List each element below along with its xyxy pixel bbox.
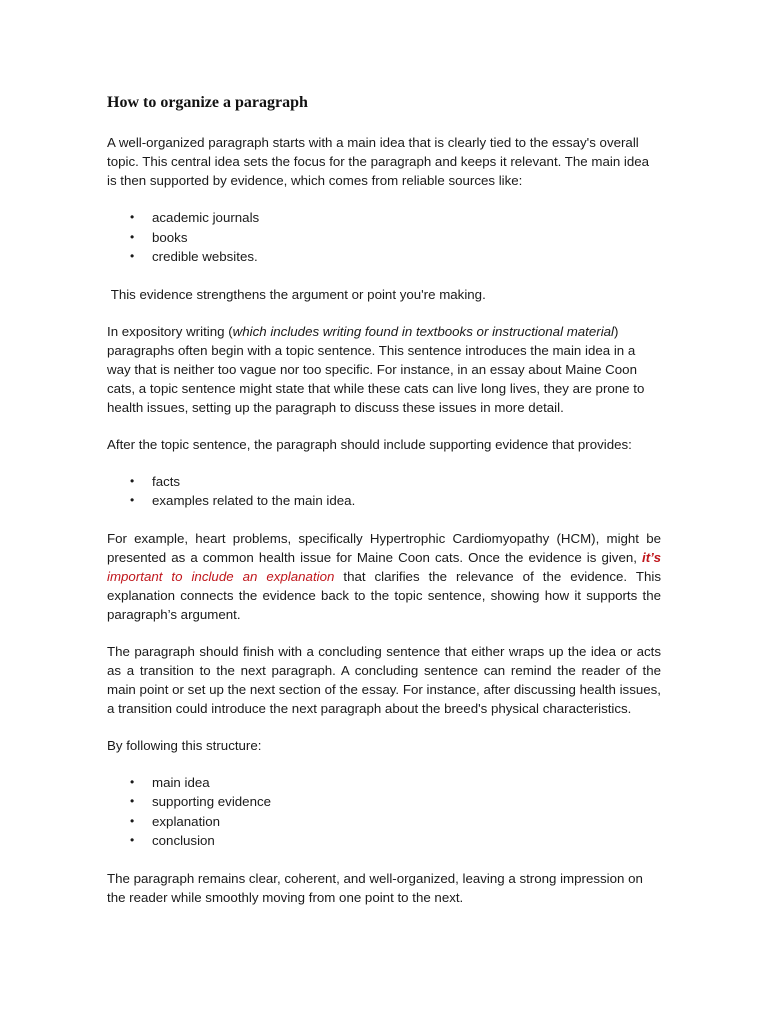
list-item: • conclusion <box>152 831 661 851</box>
bullet-icon: • <box>130 813 135 828</box>
evidence-list <box>107 472 661 511</box>
paragraph-intro: A well-organized paragraph starts with a main idea that is clearly tied to the essay's overall topic. This central idea sets the focus for the paragraph and keeps it relevant. The main idea is then supported by evidence, which comes from reliable sources like: <box>107 135 650 188</box>
bullet-icon: • <box>130 473 135 488</box>
structure-list <box>107 773 661 851</box>
paragraph-evidence: This evidence strengthens the argument or point you're making. <box>107 286 486 302</box>
paragraph-concluding: The paragraph should finish with a concluding sentence that either wraps up the idea or acts as a transition to the next paragraph. A concluding sentence can remind the reader of the main point or set up the next section of the essay. For instance, after discussing health issues, a transition could introduce the next paragraph about the breed's physical characteristics. <box>107 643 661 716</box>
bullet-icon: • <box>130 833 135 847</box>
document-page <box>107 92 661 925</box>
paragraph-structure: By following this structure: <box>107 737 262 753</box>
list-item: • explanation <box>152 812 661 832</box>
list-item: • examples related to the main idea. <box>152 491 661 511</box>
list-item: • books <box>152 228 661 248</box>
list-item: • credible websites. <box>152 247 661 267</box>
bullet-icon: • <box>130 794 135 808</box>
bullet-icon: • <box>130 774 135 789</box>
bullet-icon: • <box>130 210 135 224</box>
paragraph-example: For example, heart problems, specifically Hypertrophic Cardiomyopathy (HCM), might be presented as a common health issue for Maine Coon cats. Once the evidence is given, it’s important to include an explanation that clarifies the relevance of the evidence. This explanation connects the evidence back to the topic sentence, showing how it supports the paragraph’s argument. <box>107 530 661 622</box>
page-title: How to organize a paragraph <box>107 94 308 111</box>
sources-list <box>107 208 661 267</box>
emphasis-text: it’s important to include an explanation <box>107 549 661 584</box>
list-item: • facts <box>152 472 661 492</box>
list-item: • main idea <box>152 773 661 793</box>
bullet-icon: • <box>130 493 135 507</box>
paragraph-final: The paragraph remains clear, coherent, and well-organized, leaving a strong impression on the reader while smoothly moving from one point to the next. <box>107 870 643 905</box>
italic-aside: which includes writing found in textbooks or instructional material <box>232 323 615 339</box>
paragraph-supporting: After the topic sentence, the paragraph should include supporting evidence that provides: <box>107 436 632 452</box>
list-item: • academic journals <box>152 208 661 228</box>
bullet-icon: • <box>130 229 135 244</box>
bullet-icon: • <box>130 249 135 263</box>
list-item: • supporting evidence <box>152 792 661 812</box>
paragraph-expository: In expository writing (which includes writing found in textbooks or instructional material) paragraphs often begin with a topic sentence. This sentence introduces the main idea in a way that is neither too vague nor too specific. For instance, in an essay about Maine Coon cats, a topic sentence might state that while these cats can live long lives, they are prone to health issues, setting up the paragraph to discuss these issues in more detail. <box>107 323 645 415</box>
